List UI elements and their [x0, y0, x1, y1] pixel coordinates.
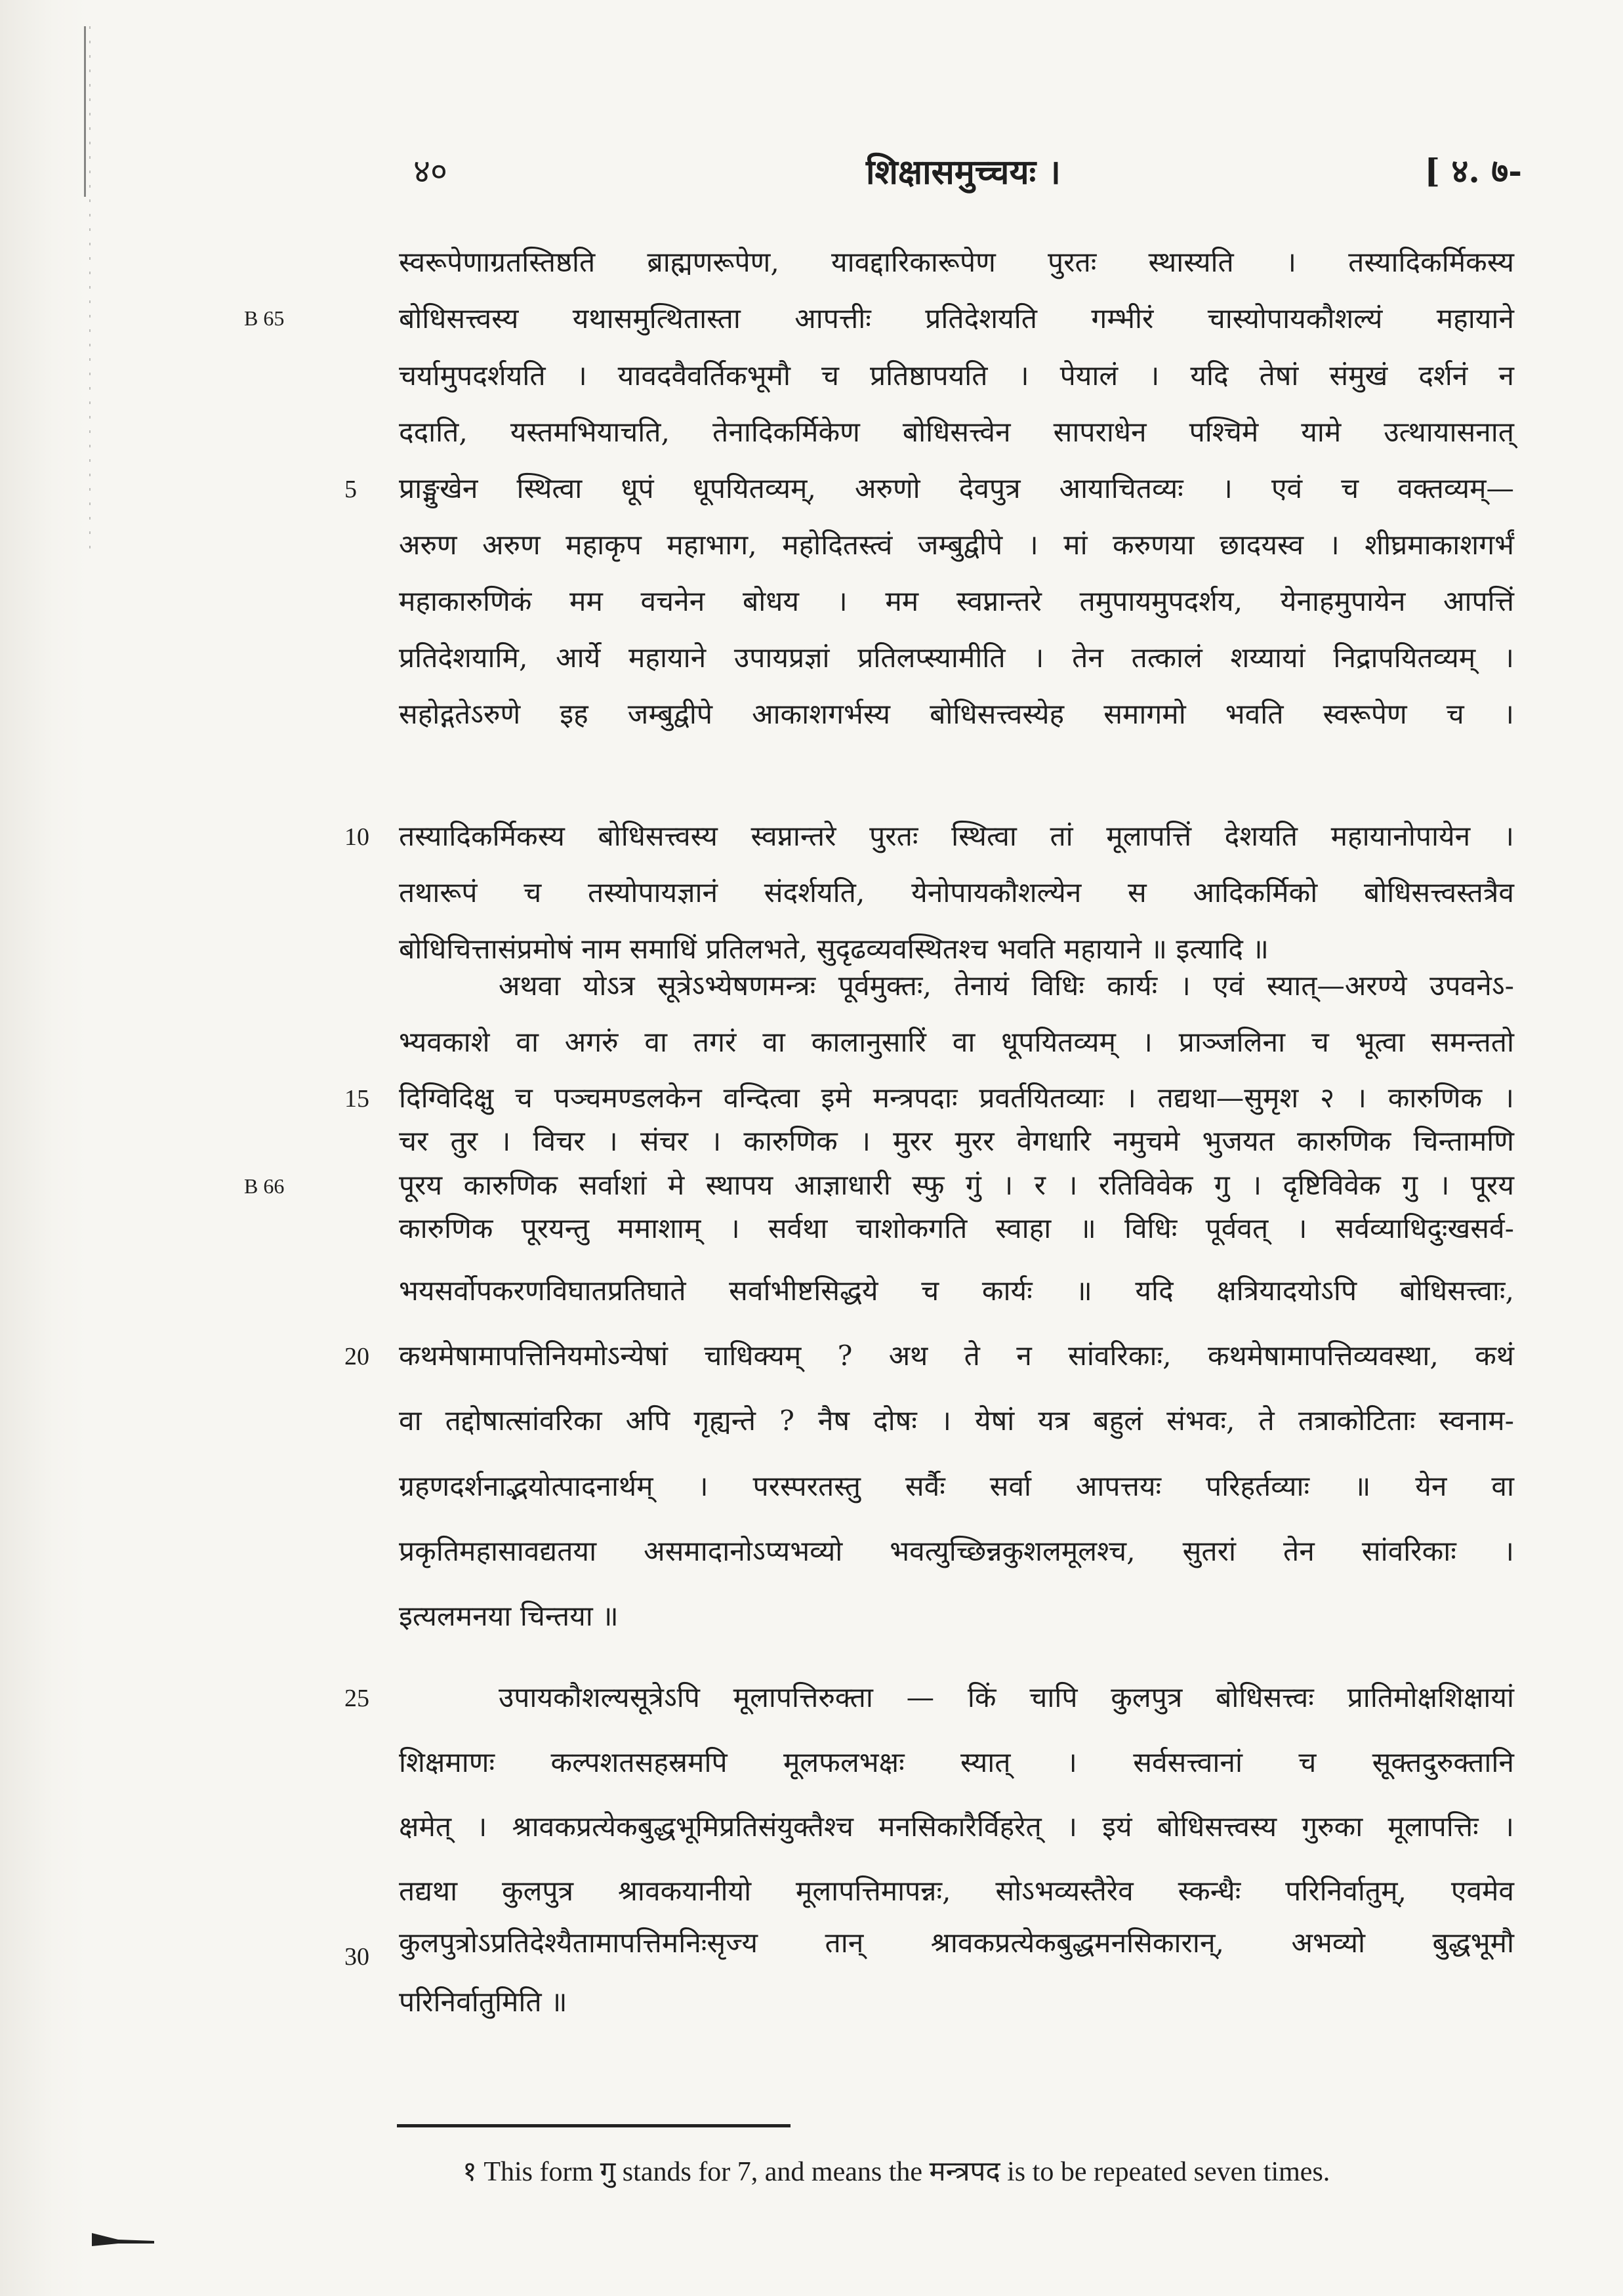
- text-line: महाकारुणिकं मम वचनेन बोधय । मम स्वप्नान्तरे तमुपायमुपदर्शय, येनाहमुपायेन आपत्तिं: [399, 586, 1514, 618]
- line-number-5: 5: [344, 476, 357, 503]
- text-line: बोधिचित्तासंप्रमोषं नाम समाधिं प्रतिलभते, सुदृढव्यवस्थितश्च भवति महायाने ॥ इत्यादि ॥: [399, 933, 1269, 966]
- text-line: ग्रहणदर्शनाद्भयोत्पादनार्थम् । परस्परतस्तु सर्वैः सर्वा आपत्तयः परिहर्तव्याः ॥ येन वा: [399, 1471, 1514, 1503]
- line-number-30: 30: [344, 1943, 369, 1971]
- text-line: अथवा योऽत्र सूत्रेऽभ्येषणमन्त्रः पूर्वमुक्तः, तेनायं विधिः कार्यः । एवं स्यात्—अरण्ये उपवनेऽ-: [499, 970, 1514, 1002]
- text-line: तथारूपं च तस्योपायज्ञानं संदर्शयति, येनोपायकौशल्येन स आदिकर्मिको बोधिसत्त्वस्तत्रैव: [399, 877, 1514, 909]
- page-header: [394, 148, 1522, 200]
- text-line: कारुणिक पूरयन्तु ममाशाम् । सर्वथा चाशोकगति स्वाहा ॥ विधिः पूर्ववत् । सर्वव्याधिदुःखसर्व-: [399, 1213, 1514, 1245]
- footnote: [397, 2152, 1512, 2192]
- text-line: शिक्षमाणः कल्पशतसहस्रमपि मूलफलभक्षः स्यात् । सर्वसत्त्वानां च सूक्तदुरुक्तानि: [399, 1747, 1514, 1779]
- margin-ref-b66: B 66: [244, 1174, 285, 1198]
- text-line: चर्यामुपदर्शयति । यावदवैवर्तिकभूमौ च प्रतिष्ठापयति । पेयालं । यदि तेषां संमुखं दर्शनं न: [399, 360, 1514, 392]
- footnote-rule: [397, 2124, 791, 2127]
- text-line: परिनिर्वातुमिति ॥: [399, 1986, 567, 2019]
- footnote-text: This form गु stands for 7, and means the मन्त्रपद is to be repeated seven times.: [483, 2157, 1330, 2187]
- scan-edge: [0, 0, 89, 2296]
- line-number-20: 20: [344, 1343, 369, 1370]
- text-line: कुलपुत्रोऽप्रतिदेश्यैतामापत्तिमनिःसृज्य तान् श्रावकप्रत्येकबुद्धमनसिकारान्, अभव्यो बुद्धभूमौ: [399, 1927, 1514, 1959]
- binding-line: [84, 26, 86, 197]
- text-line: प्रतिदेशयामि, आर्ये महायाने उपायप्रज्ञां प्रतिलप्स्यामीति । तेन तत्कालं शय्यायां निद्रापयितव्यम् ।: [399, 642, 1514, 674]
- text-line: दिग्विदिक्षु च पञ्चमण्डलकेन वन्दित्वा इमे मन्त्रपदाः प्रवर्तयितव्याः । तद्यथा—सुमृश २ । कारुणिक ।: [399, 1082, 1514, 1115]
- line-number-15: 15: [344, 1085, 369, 1113]
- running-title: शिक्षासमुच्चयः ।: [866, 152, 1061, 192]
- text-line: चर तुर । विचर । संचर । कारुणिक । मुरर मुरर वेगधारि नमुचमे भुजयत कारुणिक चिन्तामणि: [399, 1126, 1514, 1158]
- binding-dots: [89, 26, 91, 551]
- scan-arrow-icon: [92, 2230, 154, 2247]
- text-line: स्वरूपेणाग्रतस्तिष्ठति ब्राह्मणरूपेण, यावद्दारिकारूपेण पुरतः स्थास्यति । तस्यादिकर्मिकस्य: [399, 247, 1514, 279]
- text-line: इत्यलमनया चिन्तया ॥: [399, 1601, 619, 1633]
- text-line: सहोद्गतेऽरुणे इह जम्बुद्वीपे आकाशगर्भस्य बोधिसत्त्वस्येह समागमो भवति स्वरूपेण च ।: [399, 699, 1514, 731]
- text-line: पूरय कारुणिक सर्वाशां मे स्थापय आज्ञाधारी स्फु गुं । र । रतिविवेक गु । दृष्टिविवेक गु । पूरय: [399, 1170, 1514, 1202]
- text-line: वा तद्दोषात्सांवरिका अपि गृह्यन्ते ? नैष दोषः । येषां यत्र बहुलं संभवः, ते तत्राकोटिताः स्वनाम-: [399, 1405, 1514, 1437]
- text-line: भयसर्वोपकरणविघातप्रतिघाते सर्वाभीष्टसिद्धये च कार्यः ॥ यदि क्षत्रियादयोऽपि बोधिसत्त्वाः,: [399, 1275, 1514, 1307]
- text-line: भ्यवकाशे वा अगरुं वा तगरं वा कालानुसारिं वा धूपयितव्यम् । प्राञ्जलिना च भूत्वा समन्ततो: [399, 1027, 1514, 1059]
- text-line: कथमेषामापत्तिनियमोऽन्येषां चाधिक्यम् ? अथ ते न सांवरिकाः, कथमेषामापत्तिव्यवस्था, कथं: [399, 1340, 1514, 1372]
- text-line: तद्यथा कुलपुत्र श्रावकयानीयो मूलापत्तिमापन्नः, सोऽभव्यस्तैरेव स्कन्धैः परिनिर्वातुम्, एवमेव: [399, 1876, 1514, 1908]
- section-reference: [ ४. ७-: [1424, 152, 1522, 190]
- text-line: क्षमेत् । श्रावकप्रत्येकबुद्धभूमिप्रतिसंयुक्तैश्च मनसिकारैर्विहरेत् । इयं बोधिसत्त्वस्य गुरुका मूलापत्तिः ।: [399, 1811, 1514, 1843]
- text-line: प्राङ्मुखेन स्थित्वा धूपं धूपयितव्यम्, अरुणो देवपुत्र आयाचितव्यः । एवं च वक्तव्यम्—: [399, 473, 1514, 505]
- text-line: ददाति, यस्तमभियाचति, तेनादिकर्मिकेण बोधिसत्त्वेन सापराधेन पश्चिमे यामे उत्थायासनात्: [399, 417, 1514, 449]
- page-number: ४०: [413, 152, 447, 190]
- footnote-number: १: [462, 2157, 477, 2187]
- text-line: प्रकृतिमहासावद्यतया असमादानोऽप्यभव्यो भवत्युच्छिन्नकुशलमूलश्च, सुतरां तेन सांवरिकाः ।: [399, 1536, 1514, 1568]
- line-number-25: 25: [344, 1685, 369, 1712]
- text-line: अरुण अरुण महाकृप महाभाग, महोदितस्त्वं जम्बुद्वीपे । मां करुणया छादयस्व । शीघ्रमाकाशगर्भं: [399, 529, 1514, 562]
- margin-ref-b65: B 65: [244, 306, 285, 330]
- line-number-10: 10: [344, 823, 369, 851]
- text-line: तस्यादिकर्मिकस्य बोधिसत्त्वस्य स्वप्नान्तरे पुरतः स्थित्वा तां मूलापत्तिं देशयति महायानोपायेन ।: [399, 821, 1514, 853]
- text-line: बोधिसत्त्वस्य यथासमुत्थितास्ता आपत्तीः प्रतिदेशयति गम्भीरं चास्योपायकौशल्यं महायाने: [399, 303, 1514, 335]
- text-line: उपायकौशल्यसूत्रेऽपि मूलापत्तिरुक्ता — किं चापि कुलपुत्र बोधिसत्त्वः प्रातिमोक्षशिक्षायां: [499, 1682, 1514, 1714]
